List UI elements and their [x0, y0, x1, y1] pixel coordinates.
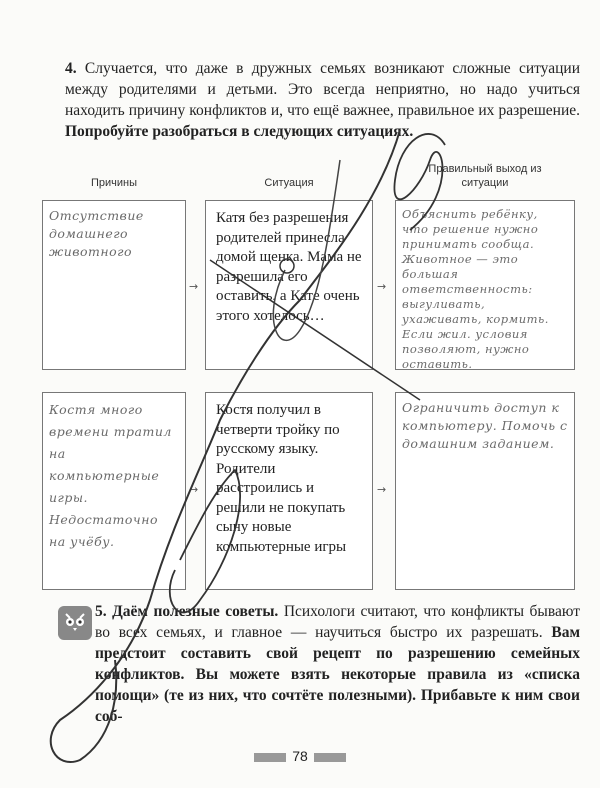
page-bar-left — [254, 753, 286, 762]
column-header-causes: Причины — [90, 177, 138, 189]
situation-box-2: Костя получил в четверти тройку по русскому языку. Родители расстроились и решили не покупать сыну новые компьютерные игры — [205, 392, 373, 590]
task-5-number: 5. — [95, 603, 107, 620]
column-header-solution: Правильный выход из ситуации — [428, 163, 542, 189]
solution-box-1[interactable]: Объяснить ребёнку, что решение нужно принимать сообща. Животное — это большая ответственность: выгуливать, ухаживать, кормить. Если жил. условия позволяют, нужно оставить. — [395, 200, 575, 370]
task-5-instruction: Вам предстоит составить свой рецепт по разрешению семейных конфликтов. Вы можете взять некоторые правила из «списка помощи» (те из них, что сочтёте полезными). Прибавьте к ним свои соб- — [95, 624, 581, 725]
task-5-title: Даём полезные советы. — [112, 603, 279, 620]
task-5-body: Психологи считают, что конфликты бывают во всех семьях, и главное — научиться быстро их разрешать. — [95, 603, 580, 641]
task-4-body: Случается, что даже в дружных семьях возникают сложные ситуации между родителями и детьми. Это всегда неприятно, но надо учиться находить причину конфликтов и, что ещё важнее, правильное их разрешение. — [65, 60, 580, 119]
situation-box-1: Катя без разрешения родителей принесла домой щенка. Мама не разрешила его оставить, а Кате очень этого хотелось… — [205, 200, 373, 370]
task-4-instruction: Попробуйте разобраться в следующих ситуациях. — [65, 123, 414, 140]
page-bar-right — [314, 753, 346, 762]
cause-box-1[interactable]: Отсутствие домашнего животного — [42, 200, 186, 370]
page-number — [0, 748, 600, 764]
task-4-number: 4. — [65, 60, 77, 77]
task-5-text — [95, 601, 580, 727]
arrow-icon: → — [377, 280, 387, 293]
arrow-icon: → — [189, 280, 199, 293]
solution-box-2[interactable]: Ограничить доступ к компьютеру. Помочь с домашним заданием. — [395, 392, 575, 590]
page-number-text: 78 — [292, 748, 308, 764]
column-header-situation: Ситуация — [264, 177, 314, 189]
cause-box-2[interactable]: Костя много времени тратил на компьютерные игры. Недостаточно на учёбу. — [42, 392, 186, 590]
task-4-text — [65, 58, 580, 142]
arrow-icon: → — [189, 483, 199, 496]
owl-icon — [58, 606, 92, 640]
arrow-icon: → — [377, 483, 387, 496]
